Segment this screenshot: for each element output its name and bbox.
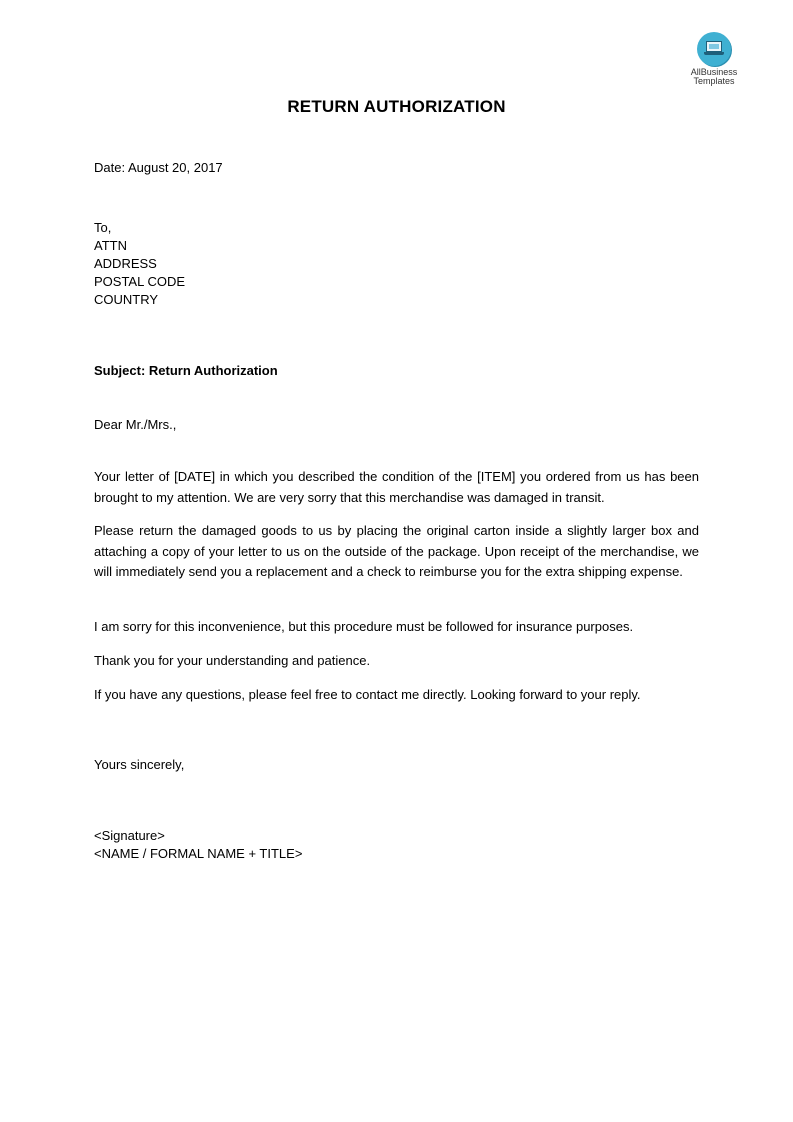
allbusiness-templates-logo [682, 32, 746, 86]
paragraph-1: Your letter of [DATE] in which you described the condition of the [ITEM] you ordered from us has been brought to my attention. We are very sorry that this merchandise was damaged in transit. [94, 469, 699, 505]
document-title: RETURN AUTHORIZATION [287, 97, 506, 116]
paragraph-2: Please return the damaged goods to us by placing the original carton inside a slightly larger box and attaching a copy of your letter to us on the outside of the package. Upon receipt of the merchandise, we will immediately send you a replacement and a check to reimburse you for the extra shipping expense. [94, 523, 699, 579]
paragraph-3: I am sorry for this inconvenience, but this procedure must be followed for insurance purposes. [94, 619, 634, 634]
letter-closing: Yours sincerely, [94, 757, 185, 772]
address-postal-code: POSTAL CODE [94, 274, 186, 289]
logo-text-line2: Templates [693, 76, 735, 86]
letter-salutation: Dear Mr./Mrs., [94, 417, 177, 432]
paragraph-4: Thank you for your understanding and patience. [94, 653, 371, 668]
address-line: ADDRESS [94, 256, 157, 271]
signature-placeholder: <Signature> [94, 828, 165, 843]
name-title-placeholder: <NAME / FORMAL NAME + TITLE> [94, 846, 303, 861]
logo-text-line1: AllBusiness [690, 67, 738, 77]
letter-date: Date: August 20, 2017 [94, 160, 223, 175]
address-attn: ATTN [94, 238, 127, 253]
address-to: To, [94, 220, 112, 235]
letter-subject: Subject: Return Authorization [94, 363, 278, 378]
paragraph-5: If you have any questions, please feel free to contact me directly. Looking forward to your reply. [94, 687, 641, 702]
address-country: COUNTRY [94, 292, 159, 307]
laptop-icon [697, 32, 731, 66]
